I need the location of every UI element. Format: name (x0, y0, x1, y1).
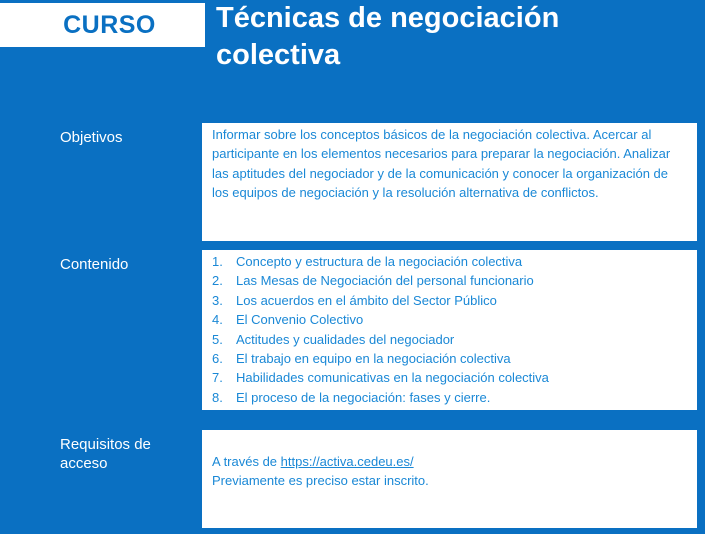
list-item-text: Habilidades comunicativas en la negociación colectiva (236, 370, 549, 386)
list-item (212, 291, 687, 310)
list-item-number: 3. (212, 292, 223, 308)
contenido-box (202, 250, 697, 410)
objetivos-box (202, 123, 697, 241)
requisitos-box (202, 430, 697, 528)
list-item-text: Los acuerdos en el ámbito del Sector Público (236, 292, 497, 308)
list-item (212, 330, 687, 349)
list-item-number: 8. (212, 389, 223, 405)
contenido-list (212, 252, 687, 407)
list-item (212, 388, 687, 407)
requisitos-label: Requisitos de acceso (60, 436, 151, 472)
requisitos-line2: Previamente es preciso estar inscrito. (212, 473, 429, 489)
list-item-text: El trabajo en equipo en la negociación colectiva (236, 351, 511, 367)
list-item-number: 6. (212, 351, 223, 367)
list-item (212, 271, 687, 290)
list-item (212, 310, 687, 329)
list-item-number: 5. (212, 331, 223, 347)
list-item-number: 7. (212, 370, 223, 386)
activa-link[interactable]: https://activa.cedeu.es/ (280, 454, 414, 469)
list-item-number: 1. (212, 254, 223, 269)
requisitos-prefix: A través de (212, 454, 281, 469)
objetivos-label: Objetivos (60, 129, 123, 146)
list-item-text: Concepto y estructura de la negociación colectiva (236, 254, 523, 269)
list-item (212, 349, 687, 368)
requisitos-line1 (212, 452, 687, 471)
page-title: Técnicas de negociación colectiva (216, 2, 560, 71)
list-item-text: Actitudes y cualidades del negociador (236, 331, 455, 347)
list-item (212, 252, 687, 271)
list-item-number: 4. (212, 312, 223, 328)
list-item-text: El Convenio Colectivo (236, 312, 364, 328)
course-badge: CURSO (0, 3, 205, 47)
list-item-number: 2. (212, 273, 223, 289)
list-item-text: Las Mesas de Negociación del personal funcionario (236, 273, 534, 289)
list-item-text: El proceso de la negociación: fases y cierre. (236, 389, 491, 405)
list-item (212, 368, 687, 387)
contenido-label: Contenido (60, 256, 129, 273)
objetivos-text: Informar sobre los conceptos básicos de la negociación colectiva. Acercar al participante en los elementos necesarios para preparar la negociación. Analizar las aptitudes del negociador y de la comunicación y conocer la organización de los equipos de negociación y la resolución alternativa de conflictos. (212, 127, 671, 201)
